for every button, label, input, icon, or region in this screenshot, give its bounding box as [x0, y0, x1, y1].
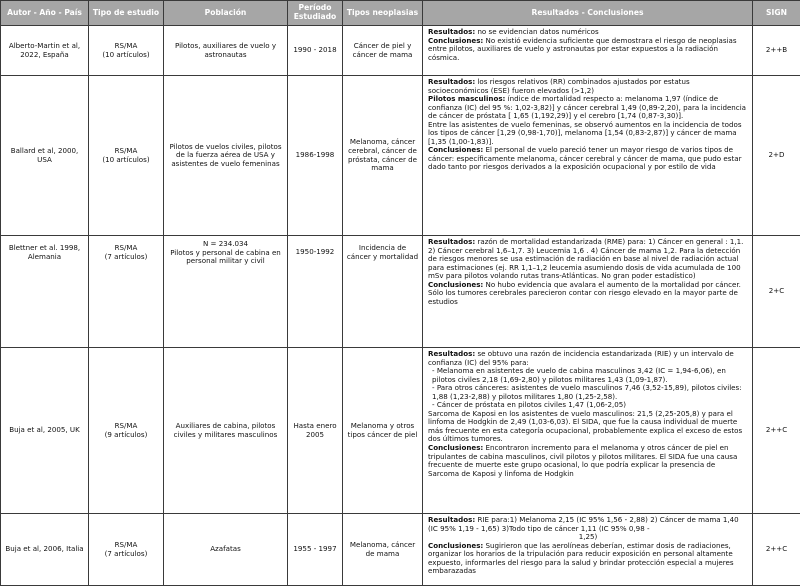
neoplasms-cell: Cáncer de piel y cáncer de mama — [343, 26, 423, 76]
sign-cell: 2++C — [753, 514, 800, 586]
header-population: Población — [164, 1, 288, 26]
population-cell: Pilotos de vuelos civiles, pilotos de la fuerza aérea de USA y asistentes de vuelo femeninas — [164, 76, 288, 236]
conclusions-text — [428, 542, 748, 576]
header-row — [1, 1, 800, 26]
results-tail: 1,25) — [428, 533, 748, 542]
conclusions-text — [428, 281, 748, 307]
results-value: se obtuvo una razón de incidencia estandarizada (RIE) y un intervalo de confianza (IC) del 95% para: — [428, 349, 734, 367]
table-row — [1, 348, 800, 514]
population-cell: Pilotos, auxiliares de vuelo y astronautas — [164, 26, 288, 76]
results-text — [428, 78, 748, 95]
study-type-cell — [89, 348, 164, 514]
sign-cell: 2++C — [753, 348, 800, 514]
results-value: los riesgos relativos (RR) combinados ajustados por estatus socioeconómicos (ESE) fueron elevados (>1,2) — [428, 77, 690, 95]
male-pilots-label: Pilotos masculinos: — [428, 94, 505, 103]
author-cell: Buja et al, 2005, UK — [1, 348, 89, 514]
sign-cell: 2+D — [753, 76, 800, 236]
result-bullet: - Melanoma en asistentes de vuelo de cabina masculinos 3,42 (IC = 1,94-6,06), en pilotos civiles 2,18 (1,69-2,80) y pilotos militares 1,43 (1,09-1,87). — [428, 367, 748, 384]
population-cell: Azafatas — [164, 514, 288, 586]
period-cell: 1990 - 2018 — [288, 26, 343, 76]
result-extra: Sarcoma de Kaposi en los asistentes de vuelo masculinos: 21,5 (2,25-205,8) y para el linfoma de Hodgkin de 2,49 (1,03-6,03). El SIDA, que fue la causa individual de muerte más frecuente en esta categoría ocupacional, probablemente explica el exceso de estos dos últimos tumores. — [428, 410, 748, 444]
conclusions-value: El personal de vuelo pareció tener un mayor riesgo de varios tipos de cáncer: específicamente melanoma, cáncer cerebral y cáncer de mama, que pudo estar dado tanto por riesgos derivados a la exposición ocupacional y por estilo de vida — [428, 145, 741, 171]
conclusions-label: Conclusiones: — [428, 541, 483, 550]
conclusions-text — [428, 444, 748, 478]
header-neoplasms: Tipos neoplasias — [343, 1, 423, 26]
study-type-cell — [89, 514, 164, 586]
table-row — [1, 236, 800, 348]
author-cell: Alberto-Martin et al, 2022, España — [1, 26, 89, 76]
neoplasms-cell: Melanoma, cáncer de mama — [343, 514, 423, 586]
sign-cell: 2++B — [753, 26, 800, 76]
study-count: (10 artículos) — [92, 51, 160, 60]
results-label: Resultados: — [428, 349, 475, 358]
study-type-cell — [89, 26, 164, 76]
sign-cell: 2+C — [753, 236, 800, 348]
conclusions-value: No existió evidencia suficiente que demostrara el riesgo de neoplasias entre pilotos, auxiliares de vuelo y astronautas por estar expuestos a la radiación cósmica. — [428, 36, 737, 62]
table-row — [1, 514, 800, 586]
population-cell: Auxiliares de cabina, pilotos civiles y militares masculinos — [164, 348, 288, 514]
header-period: Período Estudiado — [288, 1, 343, 26]
results-label: Resultados: — [428, 27, 475, 36]
study-type: RS/MA — [92, 42, 160, 51]
study-count: (10 artículos) — [92, 156, 160, 165]
female-attendants-text: Entre las asistentes de vuelo femeninas, se observó aumentos en la incidencia de todos los tipos de cáncer [1,29 (0,98-1,70)], melanoma [1,54 (0,83-2,87)] y cáncer de mama [1,35 (1,00-1,83)]. — [428, 121, 748, 147]
conclusions-label: Conclusiones: — [428, 36, 483, 45]
period-cell: 1955 - 1997 — [288, 514, 343, 586]
results-label: Resultados: — [428, 515, 475, 524]
study-type: RS/MA — [92, 244, 160, 253]
population-text: Pilotos y personal de cabina en personal militar y civil — [167, 249, 284, 266]
conclusions-text — [428, 37, 748, 63]
study-count: (9 artículos) — [92, 431, 160, 440]
study-type: RS/MA — [92, 147, 160, 156]
study-type: RS/MA — [92, 422, 160, 431]
results-label: Resultados: — [428, 77, 475, 86]
period-cell: Hasta enero 2005 — [288, 348, 343, 514]
results-cell — [423, 76, 753, 236]
results-text — [428, 516, 748, 533]
header-results: Resultados - Conclusiones — [423, 1, 753, 26]
neoplasms-cell: Incidencia de cáncer y mortalidad — [343, 236, 423, 348]
conclusions-value: Encontraron incremento para el melanoma y otros cáncer de piel en tripulantes de cabina masculinos, civil pilotos y pilotos militares. El SIDA fue una causa frecuente de muerte este grupo ocasional, lo que podría explicar la presencia de Sarcoma de Kaposi y linfoma de Hodgkin — [428, 443, 737, 478]
header-study-type: Tipo de estudio — [89, 1, 164, 26]
population-cell — [164, 236, 288, 348]
period-cell: 1986-1998 — [288, 76, 343, 236]
conclusions-text — [428, 146, 748, 172]
results-cell — [423, 348, 753, 514]
header-sign: SIGN — [753, 1, 800, 26]
conclusions-value: No hubo evidencia que avalara el aumento de la mortalidad por cáncer. Sólo los tumores cerebrales parecieron contar con riesgo elevado en la mayor parte de estudios — [428, 280, 741, 306]
result-bullet: - Cáncer de próstata en pilotos civiles 1,47 (1,06-2,05) — [428, 401, 748, 410]
results-value: RIE para:1) Melanoma 2,15 (IC 95% 1,56 - 2,88) 2) Cáncer de mama 1,40 (IC 95% 1,19 - 1,65) 3)Todo tipo de cáncer 1,11 (IC 95% 0,98 - — [428, 515, 739, 533]
study-count: (7 artículos) — [92, 253, 160, 262]
header-author: Autor - Año - País — [1, 1, 89, 26]
results-label: Resultados: — [428, 237, 475, 246]
results-cell — [423, 236, 753, 348]
results-cell — [423, 514, 753, 586]
conclusions-label: Conclusiones: — [428, 145, 483, 154]
study-type-cell — [89, 76, 164, 236]
author-cell: Buja et al, 2006, Italia — [1, 514, 89, 586]
population-n: N = 234.034 — [167, 240, 284, 249]
results-value: no se evidencian datos numéricos — [477, 27, 598, 36]
author-cell: Ballard et al, 2000, USA — [1, 76, 89, 236]
results-text — [428, 238, 748, 281]
study-type: RS/MA — [92, 541, 160, 550]
neoplasms-cell: Melanoma y otros tipos cáncer de piel — [343, 348, 423, 514]
male-pilots-value: índice de mortalidad respecto a: melanoma 1,97 (índice de confianza (IC) del 95 %: 1,02-3,82)] y cáncer cerebral 1,49 (0,89-2,20), para la incidencia de cáncer de próstata [ 1,65 (1,192,29)] y el cerebro [1,74 (0,87-3,30)]. — [428, 94, 746, 120]
table-row — [1, 76, 800, 236]
conclusions-label: Conclusiones: — [428, 280, 483, 289]
conclusions-value: Sugirieron que las aerolíneas deberían, estimar dosis de radiaciones, organizar los horarios de la tripulación para reducir exposición en personal altamente expuesto, informarles del riesgo para la salud y brindar protección especial a mujeres embarazadas — [428, 541, 734, 576]
table-row — [1, 26, 800, 76]
author-cell: Blettner et al. 1998, Alemania — [1, 236, 89, 348]
results-text — [428, 350, 748, 367]
result-bullet: - Para otros cánceres: asistentes de vuelo masculinos 7,46 (3,52-15,89), pilotos civiles: 1,88 (1,23-2,88) y pilotos militares 1,80 (1,25-2,58). — [428, 384, 748, 401]
conclusions-label: Conclusiones: — [428, 443, 483, 452]
study-count: (7 artículos) — [92, 550, 160, 559]
study-type-cell — [89, 236, 164, 348]
period-cell: 1950-1992 — [288, 236, 343, 348]
results-value: razón de mortalidad estandarizada (RME) para: 1) Cáncer en general : 1,1. 2) Cáncer cerebral 1,6–1,7. 3) Leucemia 1,6 . 4) Cáncer de mama 1,2. Para la detección de riesgos menores se usa estimación de radiación en base al nivel de radiación actual para estimaciones (ej. RR 1,1–1,2 leucemia asumiendo dosis de vida acumulada de 100 mSv para pilotos volando rutas trans-Atlánticas. No gran poder estadístico) — [428, 237, 743, 280]
results-cell — [423, 26, 753, 76]
neoplasms-cell: Melanoma, cáncer cerebral, cáncer de próstata, cáncer de mama — [343, 76, 423, 236]
male-pilots-text — [428, 95, 748, 121]
